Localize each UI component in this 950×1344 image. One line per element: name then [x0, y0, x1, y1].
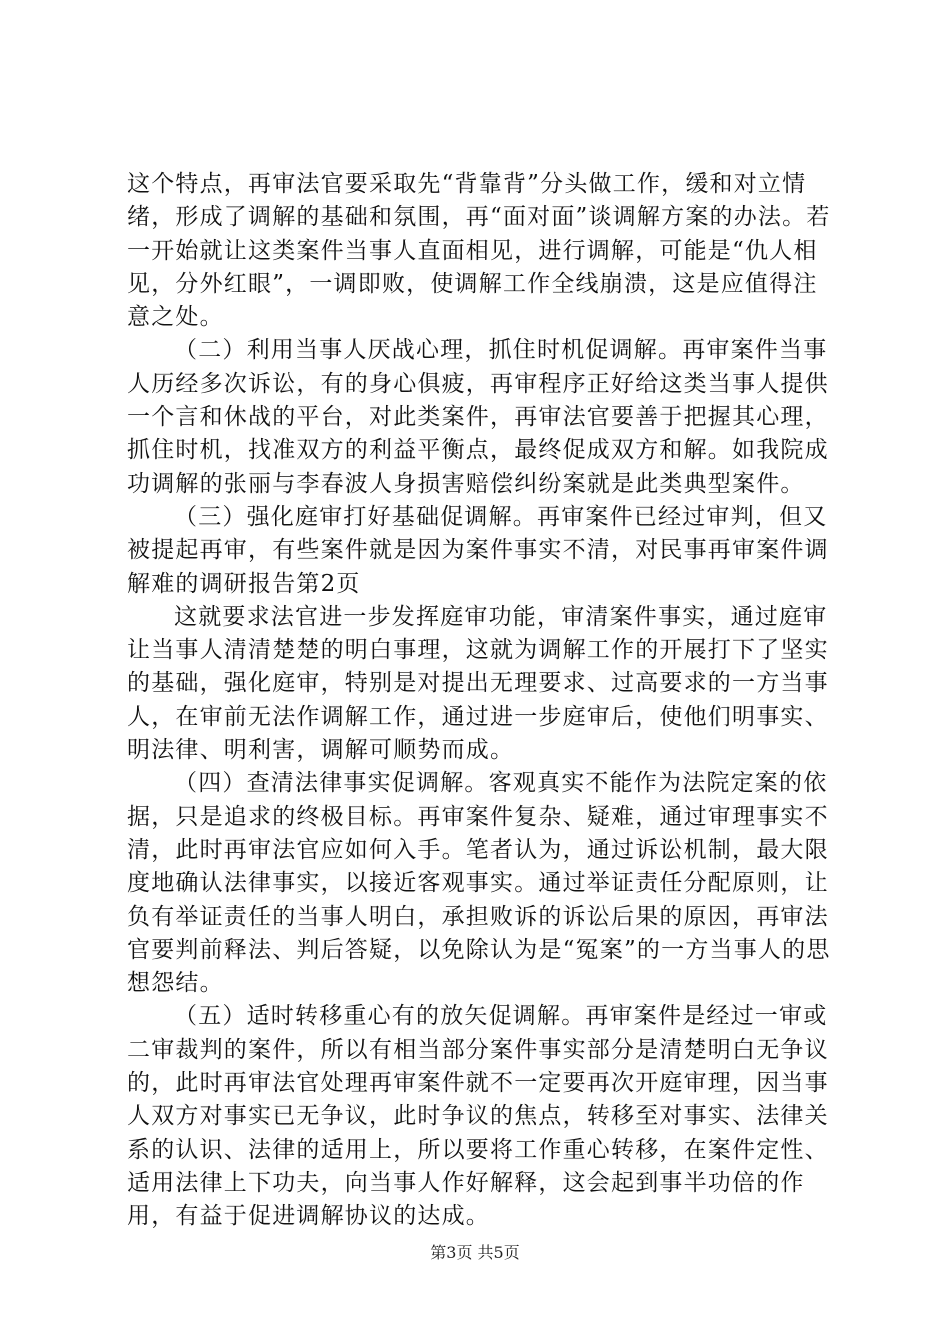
- document-body: [127, 168, 835, 1234]
- paragraph-section-4: （四）查清法律事实促调解。客观真实不能作为法院定案的依据，只是追求的终极目标。再审案件复杂、疑难，通过审理事实不清，此时再审法官应如何入手。笔者认为，通过诉讼机制，最大限度地确认法律事实，以接近客观事实。通过举证责任分配原则，让负有举证责任的当事人明白，承担败诉的诉讼后果的原因，再审法官要判前释法、判后答疑，以免除认为是“冤案”的一方当事人的思想怨结。: [127, 770, 831, 997]
- paragraph-section-2: （二）利用当事人厌战心理，抓住时机促调解。再审案件当事人历经多次诉讼，有的身心俱疲，再审程序正好给这类当事人提供一个言和休战的平台，对此类案件，再审法官要善于把握其心理，抓住时机，找准双方的利益平衡点，最终促成双方和解。如我院成功调解的张丽与李春波人身损害赔偿纠纷案就是此类典型案件。: [127, 337, 829, 497]
- paragraph-section-3-continued: 这就要求法官进一步发挥庭审功能，审清案件事实，通过庭审让当事人清清楚楚的明白事理，这就为调解工作的开展打下了坚实的基础，强化庭审，特别是对提出无理要求、过高要求的一方当事人，在审前无法作调解工作，通过进一步庭审后，使他们明事实、明法律、明利害，调解可顺势而成。: [127, 603, 829, 764]
- paragraph-continuation: 这个特点，再审法官要采取先“背靠背”分头做工作，缓和对立情绪，形成了调解的基础和氛围，再“面对面”谈调解方案的办法。若一开始就让这类案件当事人直面相见，进行调解，可能是“仇人相见，分外红眼”，一调即败，使调解工作全线崩溃，这是应值得注意之处。: [127, 171, 831, 331]
- page-number-footer: 第3页 共5页: [430, 1243, 520, 1262]
- paragraph-section-3: （三）强化庭审打好基础促调解。再审案件已经过审判，但又被提起再审，有些案件就是因为案件事实不清，对民事再审案件调解难的调研报告第2页: [127, 503, 829, 597]
- paragraph-section-5: （五）适时转移重心有的放矢促调解。再审案件是经过一审或二审裁判的案件，所以有相当部分案件事实部分是清楚明白无争议的，此时再审法官处理再审案件就不一定要再次开庭审理，因当事人双方对事实已无争议，此时争议的焦点，转移至对事实、法律关系的认识、法律的适用上，所以要将工作重心转移，在案件定性、适用法律上下功夫，向当事人作好解释，这会起到事半功倍的作用，有益于促进调解协议的达成。: [127, 1003, 829, 1230]
